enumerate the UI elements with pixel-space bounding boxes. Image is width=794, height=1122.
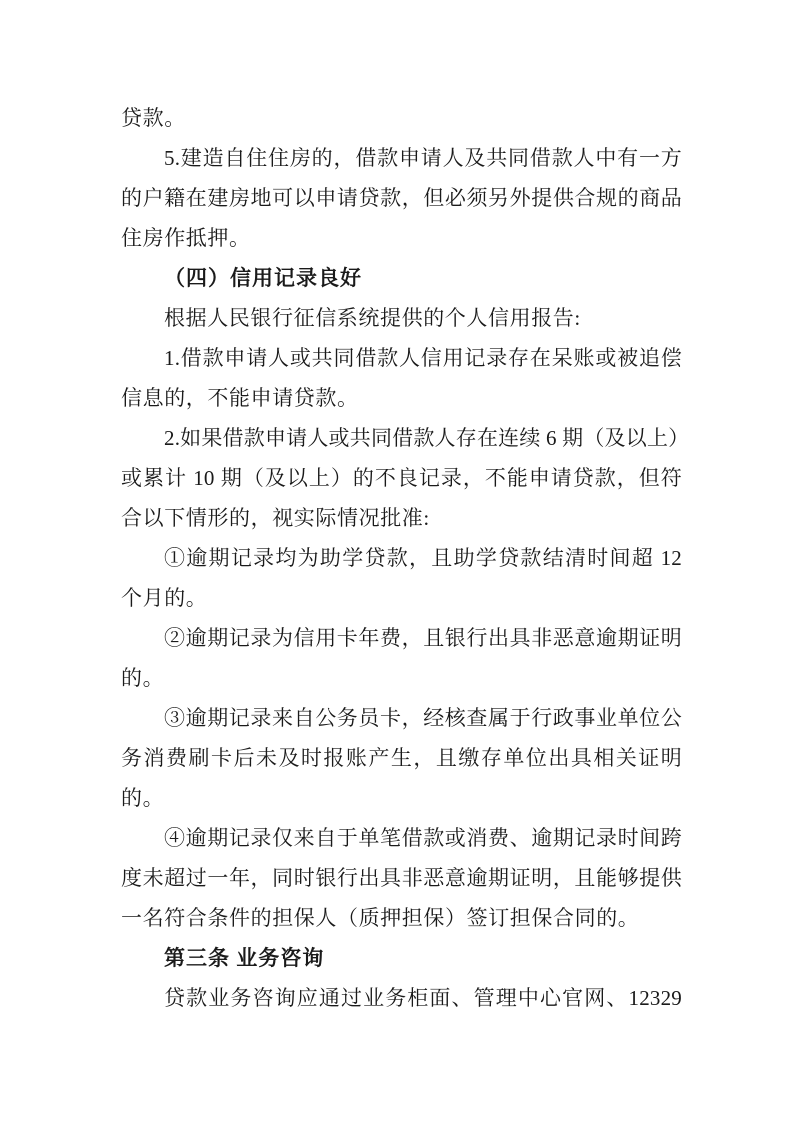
document-text-line: 一名符合条件的担保人（质押担保）签订担保合同的。 [121, 906, 640, 930]
section-heading-line: （四）信用记录良好 [164, 266, 362, 290]
document-text-line: 1.借款申请人或共同借款人信用记录存在呆账或被追偿 [164, 346, 682, 370]
document-text-line: ①逾期记录均为助学贷款，且助学贷款结清时间超 12 [164, 546, 682, 570]
document-text-line: ②逾期记录为信用卡年费，且银行出具非恶意逾期证明 [164, 626, 682, 650]
section-heading-line: 第三条 业务咨询 [164, 946, 325, 970]
document-text-line: 2.如果借款申请人或共同借款人存在连续 6 期（及以上） [164, 426, 690, 450]
document-text-line: 的。 [121, 666, 165, 690]
document-body [121, 98, 690, 1018]
document-text-line: 住房作抵押。 [121, 226, 251, 250]
document-text-line: 信息的，不能申请贷款。 [121, 386, 359, 410]
document-text-line: 度未超过一年，同时银行出具非恶意逾期证明，且能够提供 [121, 866, 682, 890]
document-text-line: 务消费刷卡后未及时报账产生，且缴存单位出具相关证明 [121, 746, 682, 770]
document-text-line: 根据人民银行征信系统提供的个人信用报告: [164, 306, 581, 330]
document-text-line: 个月的。 [121, 586, 208, 610]
document-text-line: 或累计 10 期（及以上）的不良记录，不能申请贷款，但符 [121, 466, 682, 490]
document-text-line: 贷款业务咨询应通过业务柜面、管理中心官网、12329 [164, 986, 682, 1010]
document-text-line: 合以下情形的，视实际情况批准: [121, 506, 430, 530]
document-text-line: ③逾期记录来自公务员卡，经核查属于行政事业单位公 [164, 706, 682, 730]
document-text-line: 5.建造自住住房的，借款申请人及共同借款人中有一方 [164, 146, 682, 170]
document-text-line: 的户籍在建房地可以申请贷款，但必须另外提供合规的商品 [121, 186, 682, 210]
document-text-line: ④逾期记录仅来自于单笔借款或消费、逾期记录时间跨 [164, 826, 682, 850]
document-text-line: 贷款。 [121, 106, 186, 130]
document-text-line: 的。 [121, 786, 165, 810]
